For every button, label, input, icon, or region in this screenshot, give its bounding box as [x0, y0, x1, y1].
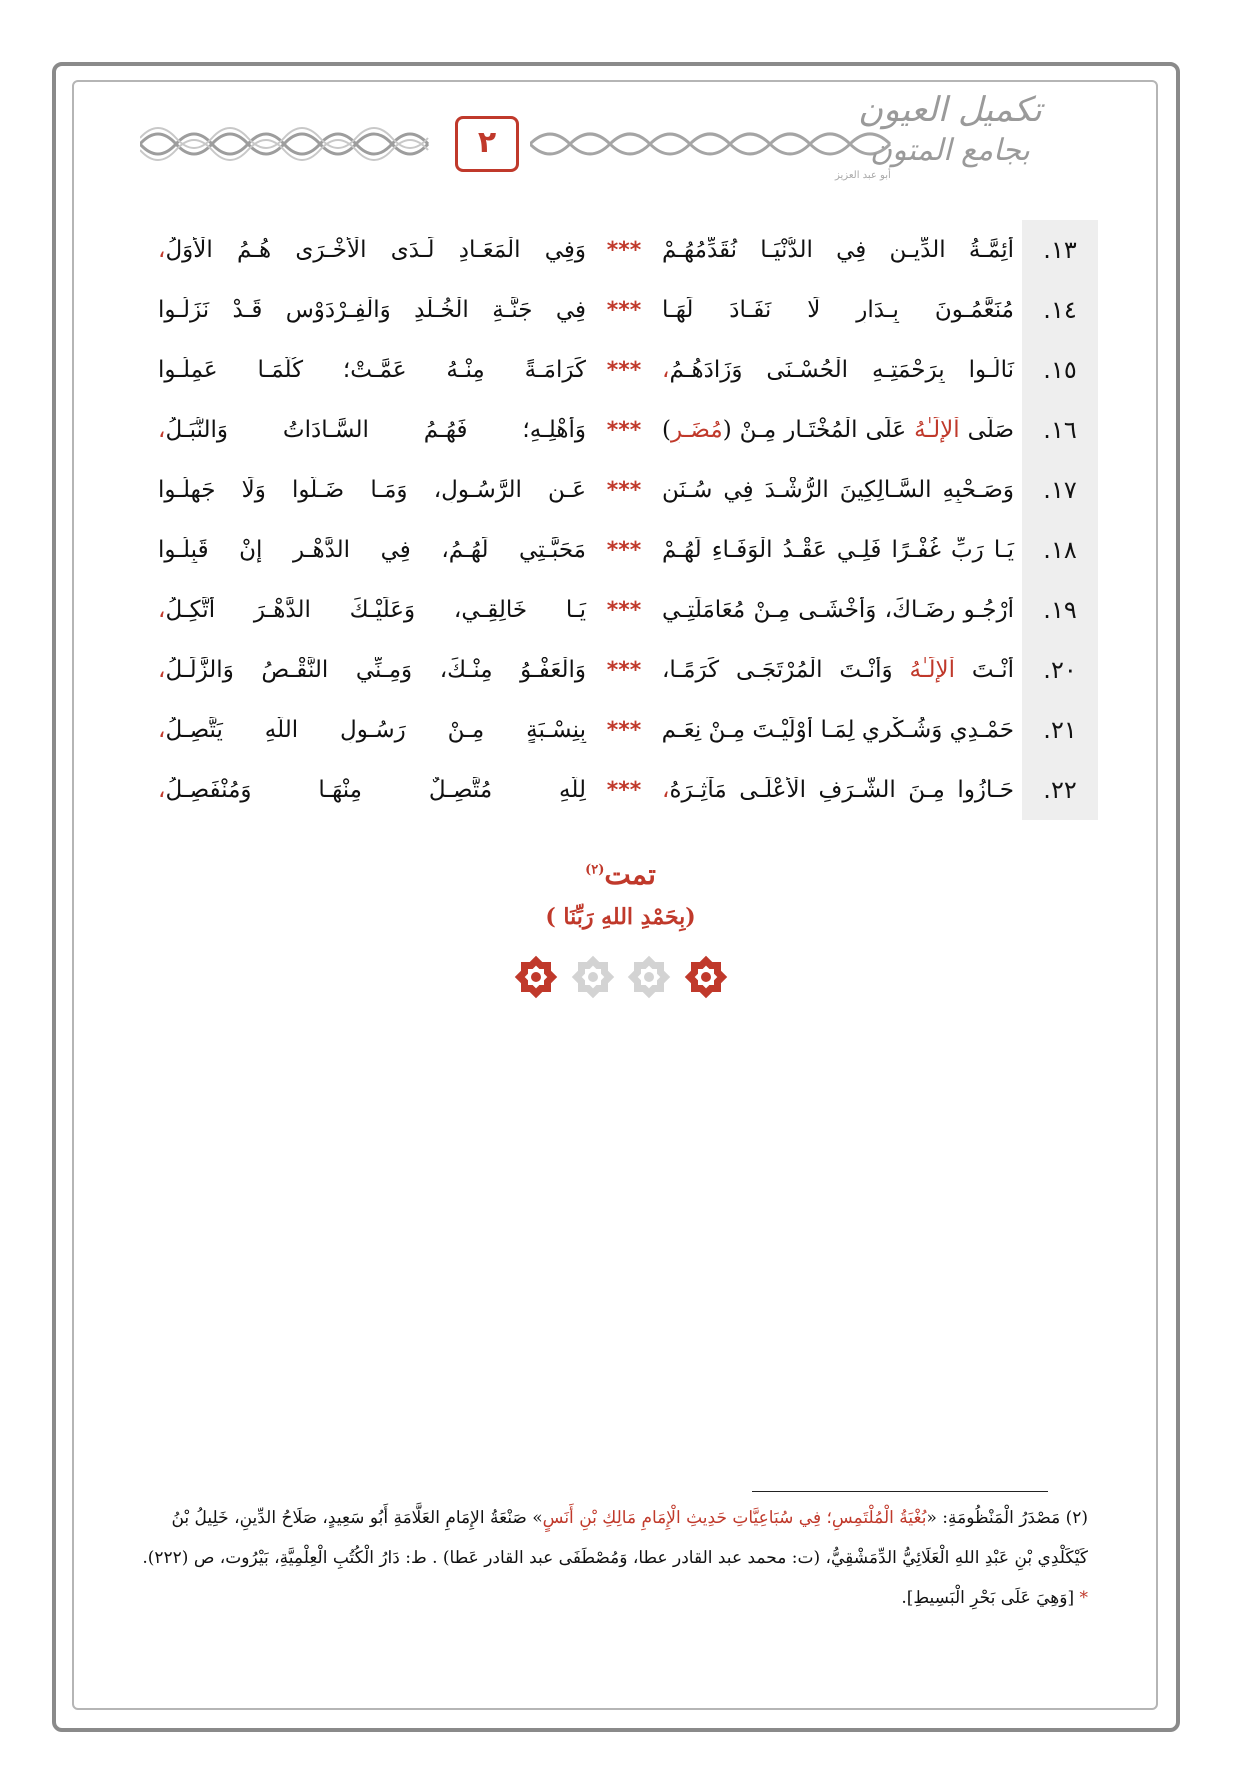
- verse-first-hemistich: يَـا رَبِّ غُفْـرًا فَلِـي عَقْـدُ الْوَفَـاءِ لَهُـمْ: [662, 537, 1014, 563]
- footnote-line: كَيْكَلْدِي بْنِ عَبْدِ اللهِ الْعَلَائِيُّ الدِّمَشْقِيُّ، (ت: محمد عبد القادر عطا، وَمُصْطَفَى عبد القادر عَطا) . ط: دَارُ الْكُتُبِ الْعِلْمِيَّةِ، بَيْرُوت، ص (٢٢٢).: [142, 1548, 1088, 1568]
- verse-first-hemistich: صَلَّى اْلإِلَـٰهُ عَلَى الْمُخْتَـارِ مِـنْ (مُضَـرٍ): [662, 417, 1014, 443]
- verse-number: ٢٢.: [1022, 760, 1098, 820]
- logo-title-line2: بجامع المتون: [870, 133, 1030, 168]
- verse-first-hemistich: أَنْـتَ اْلإِلَـٰهُ وَأَنْـتَ الْمُرْتَجَـى كَرَمًـا،: [662, 657, 1015, 683]
- verse-separator: ***: [606, 537, 642, 563]
- verse-second-hemistich: وَفِي الْمَعَـادِ لَـدَى الْأُخْـرَى هُـمُ الْأُوَلُ،: [158, 237, 586, 263]
- star-ornament-icon: [681, 952, 731, 1002]
- verse-row: [148, 460, 1098, 520]
- closing-praise: (بِحَمْدِ اللهِ رَبِّنَا ): [545, 904, 696, 930]
- verse-first-hemistich: وَصَـحْبِهِ السَّـالِكِينَ الرُّشْـدَ فِي سُـنَنٍ: [662, 477, 1014, 503]
- verse-second-hemistich: كَرَامَـةً مِنْـهُ عَمَّـتْ؛ كُلَّمَـا عَمِلُـوا: [158, 357, 586, 383]
- verse-number: ١٦.: [1022, 400, 1098, 460]
- verse-first-hemistich: أَئِمَّـةُ الدِّيـنِ فِي الدُّنْيَـا نُقَدِّمُهُـمْ: [662, 237, 1014, 263]
- verse-number: ٢٠.: [1022, 640, 1098, 700]
- verse-number: ١٣.: [1022, 220, 1098, 280]
- verse-separator: ***: [606, 717, 642, 743]
- poem-table: [148, 220, 1098, 820]
- verse-first-hemistich: حَـازُوا مِـنَ الشَّـرَفِ الْأَعْلَـى مَآثِـرَهُ،: [662, 777, 1014, 803]
- star-ornament-icon: [624, 952, 674, 1002]
- verse-first-hemistich: مُنَعَّمُـونَ بِـدَارٍ لَا نَفَـادَ لَهَـا: [662, 297, 1014, 323]
- verse-row: [148, 280, 1098, 340]
- page-number: ٢: [455, 116, 519, 172]
- verse-row: [148, 220, 1098, 280]
- verse-row: [148, 760, 1098, 820]
- verse-number: ١٥.: [1022, 340, 1098, 400]
- verse-separator: ***: [606, 417, 642, 443]
- verse-separator: ***: [606, 777, 642, 803]
- end-mark: تمت$^{(٢)}$: [585, 858, 656, 891]
- verse-second-hemistich: لِلَّهِ مُتَّصِـلٌ مِنْهَـا وَمُنْفَصِـلُ،: [158, 777, 586, 803]
- footnote-ref: (٢): [585, 862, 605, 878]
- verse-separator: ***: [606, 297, 642, 323]
- verse-second-hemistich: فِي جَنَّـةِ الْخُـلْدِ وَالْفِـرْدَوْسِ قَـدْ نَزَلُـوا: [158, 297, 586, 323]
- footnotes: [138, 1498, 1088, 1618]
- verse-row: [148, 520, 1098, 580]
- verse-number: ١٩.: [1022, 580, 1098, 640]
- verse-separator: ***: [606, 237, 642, 263]
- verse-second-hemistich: مَحَبَّـتِي لَهُـمُ، فِي الدَّهْـرِ إِنْ قَبِلُـوا: [158, 537, 586, 563]
- logo-author: أبو عبد العزيز: [835, 170, 891, 181]
- verse-second-hemistich: عَـنِ الرَّسُـولِ، وَمَـا ضَـلُّوا وَلَا جَهِلُـوا: [158, 477, 586, 503]
- footnote-line: * [وَهِيَ عَلَى بَحْرِ الْبَسِيطِ].: [901, 1588, 1088, 1608]
- verse-separator: ***: [606, 597, 642, 623]
- verse-row: [148, 640, 1098, 700]
- verse-second-hemistich: بِنِسْـبَةٍ مِـنْ رَسُـولِ اللَّهِ يَتَّصِـلُ،: [158, 717, 586, 743]
- braid-ornament-left: [140, 124, 440, 164]
- verse-row: [148, 580, 1098, 640]
- ornament-row: [511, 952, 731, 1008]
- verse-number: ١٧.: [1022, 460, 1098, 520]
- verse-number: ١٤.: [1022, 280, 1098, 340]
- book-logo: [835, 88, 1065, 188]
- verse-second-hemistich: وَأَهْلِـهِ؛ فَهُـمُ السَّـادَاتُ وَالنُّبَـلُ،: [158, 417, 586, 443]
- verse-number: ١٨.: [1022, 520, 1098, 580]
- star-ornament-icon: [511, 952, 561, 1002]
- verse-number: ٢١.: [1022, 700, 1098, 760]
- verse-separator: ***: [606, 477, 642, 503]
- footnote-separator: [752, 1491, 1048, 1492]
- page-header: [130, 88, 1065, 188]
- verse-separator: ***: [606, 657, 642, 683]
- verse-first-hemistich: حَمْـدِي وَشُـكْرِي لِمَـا أَوْلَيْـتَ مِـنْ نِعَـمٍ: [661, 717, 1014, 743]
- verse-second-hemistich: وَالْعَفْـوُ مِنْـكَ، وَمِـنِّي النَّقْـصُ وَالزَّلَـلُ،: [158, 657, 586, 683]
- verse-row: [148, 700, 1098, 760]
- verse-first-hemistich: أَرْجُـو رِضَـاكَ، وَأَخْشَـى مِـنْ مُعَامَلَتِـي: [662, 597, 1014, 623]
- verse-separator: ***: [606, 357, 642, 383]
- footnote-line: (٢) مَصْدَرُ الْمَنْظُومَةِ: «بُغْيَةُ الْمُلْتَمِسِ؛ فِي سُبَاعِيَّاتِ حَدِيثِ الْإِمَامِ مَالِكِ بْنِ أَنَسٍ» صَنْعَةُ الإِمَامِ العَلَّامَةِ أَبُو سَعِيدٍ، صَلَاحُ الدِّينِ، خَلِيلُ بْنُ: [171, 1508, 1088, 1528]
- verse-second-hemistich: يَـا خَالِقِـي، وَعَلَيْـكَ الدَّهْـرَ أَتَّكِـلُ،: [158, 597, 586, 623]
- verse-first-hemistich: نَالُـوا بِرَحْمَتِـهِ الْحُسْـنَى وَزَادَهُـمُ،: [662, 357, 1014, 383]
- verse-row: [148, 400, 1098, 460]
- star-ornament-icon: [568, 952, 618, 1002]
- verse-row: [148, 340, 1098, 400]
- logo-title-line1: تكميل العيون: [858, 90, 1042, 130]
